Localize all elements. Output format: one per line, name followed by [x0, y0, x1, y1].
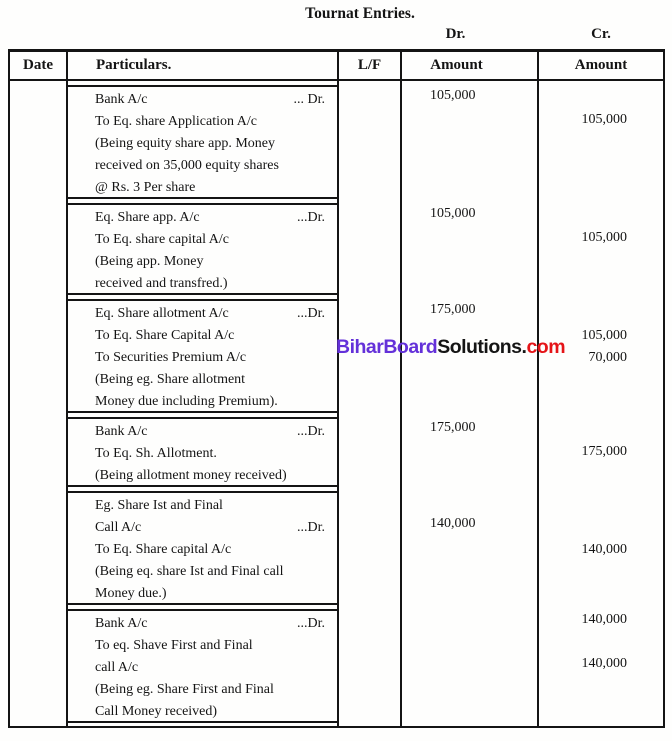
entry-line: call A/c [95, 660, 139, 675]
dr-tag: ...Dr. [297, 210, 325, 225]
journal-entry-4 [10, 413, 663, 487]
entry-line: (Being eq. share Ist and Final call [95, 564, 284, 579]
lf-cell [339, 605, 402, 726]
credit-amount: 140,000 [581, 542, 627, 557]
debit-amount: 175,000 [430, 302, 476, 317]
entry-line: Bank A/c ... Dr. [95, 89, 325, 111]
debit-cell [402, 605, 539, 726]
particulars-cell [68, 413, 339, 487]
entry-line: Eg. Share Ist and Final [95, 498, 223, 513]
table-header-row [10, 52, 663, 81]
lf-cell [339, 81, 402, 199]
credit-cell [539, 605, 663, 726]
entry-line: (Being allotment money received) [95, 468, 287, 483]
header-amount-cr: Amount [574, 57, 628, 73]
entry-line: To Eq. Share Capital A/c [95, 328, 235, 343]
date-cell [10, 487, 68, 605]
lf-cell [339, 487, 402, 605]
debit-amount: 105,000 [430, 88, 476, 103]
watermark [336, 336, 565, 359]
entry-line: (Being equity share app. Money [95, 136, 276, 151]
entry-line: (Being app. Money [95, 254, 204, 269]
watermark-solutions: Solutions. [437, 336, 527, 358]
entry-box [66, 299, 339, 413]
header-date: Date [10, 52, 68, 79]
dr-tag: ...Dr. [297, 424, 325, 439]
watermark-com: com [526, 336, 566, 358]
debit-amount: 140,000 [430, 516, 476, 531]
entry-line: To Eq. Share capital A/c [95, 542, 232, 557]
credit-cell [539, 487, 663, 605]
entry-line: received on 35,000 equity shares [95, 158, 279, 173]
particulars-cell [68, 605, 339, 726]
dr-tag: ...Dr. [297, 520, 325, 535]
particulars-cell [68, 487, 339, 605]
debit-cell [402, 81, 539, 199]
header-amount-dr: Amount [402, 52, 539, 79]
entry-line: (Being eg. Share First and Final [95, 682, 274, 697]
credit-cell [539, 199, 663, 295]
entry-line: To Eq. share Application A/c [95, 114, 257, 129]
entry-line: Eq. Share app. A/c ...Dr. [95, 207, 325, 229]
particulars-cell [68, 199, 339, 295]
date-cell [10, 413, 68, 487]
lf-cell [339, 199, 402, 295]
entry-box [66, 417, 339, 487]
entry-line: Money due including Premium). [95, 394, 278, 409]
credit-amount: 105,000 [581, 112, 627, 127]
entry-box [66, 609, 339, 723]
header-particulars: Particulars. [68, 52, 339, 79]
debit-amount: 175,000 [430, 420, 476, 435]
entry-line: (Being eg. Share allotment [95, 372, 246, 387]
debit-cell [402, 487, 539, 605]
entry-line: To eq. Shave First and Final [95, 638, 253, 653]
credit-amount: 105,000 [581, 230, 627, 245]
debit-amount: 105,000 [430, 206, 476, 221]
dr-tag: ... Dr. [293, 92, 325, 107]
credit-amount: 140,000 [581, 612, 627, 627]
entry-line: Call A/c ...Dr. [95, 517, 325, 539]
particulars-cell [68, 81, 339, 199]
debit-cell [402, 199, 539, 295]
journal-entry-6 [10, 605, 663, 726]
entry-line: To Securities Premium A/c [95, 350, 247, 365]
entry-box [66, 85, 339, 199]
entry-line: Bank A/c ...Dr. [95, 421, 325, 443]
journal-table [8, 49, 665, 728]
entry-line: received and transfred.) [95, 276, 228, 291]
credit-amount: 105,000 [581, 328, 627, 343]
entry-line: Money due.) [95, 586, 167, 601]
dr-tag: ...Dr. [297, 616, 325, 631]
entry-line: Call Money received) [95, 704, 218, 719]
entry-box [66, 491, 339, 605]
credit-cell [539, 413, 663, 487]
credit-cell [539, 81, 663, 199]
journal-entry-1 [10, 81, 663, 199]
debit-cell [402, 413, 539, 487]
date-cell [10, 605, 68, 726]
date-cell [10, 295, 68, 413]
entry-box [66, 203, 339, 295]
credit-amount: 140,000 [581, 656, 627, 671]
credit-amount: 70,000 [588, 350, 627, 365]
entry-line: To Eq. share capital A/c [95, 232, 229, 247]
dr-tag: ...Dr. [297, 306, 325, 321]
lf-cell [339, 413, 402, 487]
date-cell [10, 199, 68, 295]
date-cell [10, 81, 68, 199]
entry-line: Eq. Share allotment A/c ...Dr. [95, 303, 325, 325]
journal-entry-2 [10, 199, 663, 295]
entry-line: To Eq. Sh. Allotment. [95, 446, 217, 461]
entry-line: Bank A/c ...Dr. [95, 613, 325, 635]
journal-entry-5 [10, 487, 663, 605]
dr-column-label: Dr. [445, 26, 466, 42]
cr-column-label: Cr. [591, 26, 611, 42]
entry-line: @ Rs. 3 Per share [95, 180, 196, 195]
header-lf: L/F [339, 52, 402, 79]
page-title: Tournat Entries. [305, 5, 415, 22]
credit-amount: 175,000 [581, 444, 627, 459]
watermark-biharboard: BiharBoard [336, 336, 438, 358]
particulars-cell [68, 295, 339, 413]
